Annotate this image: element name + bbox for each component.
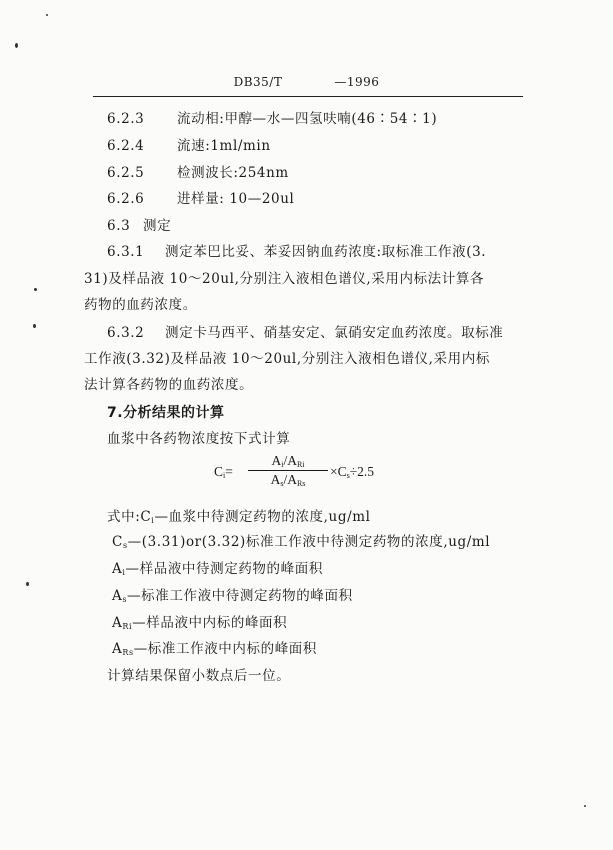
clause-6-3-2-line-1 bbox=[107, 324, 503, 342]
clause-text: 测定苯巴比妥、苯妥因钠血药浓度:取标准工作液(3. bbox=[165, 244, 487, 260]
clause-6-3-1-line-3: 药物的血药浓度。 bbox=[84, 297, 197, 313]
scan-speck bbox=[15, 43, 18, 48]
clause-number: 6.2.4 bbox=[107, 138, 145, 154]
clause-text: 测定 bbox=[143, 218, 172, 234]
clause-text: 进样量: 10—20ul bbox=[177, 191, 295, 207]
clause-text: 检测波长:254nm bbox=[177, 165, 289, 181]
formula-rhs: $\times C_s\div 2.5$ bbox=[330, 464, 375, 480]
clause-number: 6.3.1 bbox=[107, 244, 145, 260]
clause-number: 6.3 bbox=[107, 218, 131, 234]
header-rule bbox=[93, 96, 523, 97]
clause-text: 流速:1ml/min bbox=[177, 138, 271, 154]
clause-text: 测定卡马西平、硝基安定、氯硝安定血药浓度。取标准 bbox=[165, 325, 504, 341]
clause-6-3-1-line-1 bbox=[107, 243, 486, 261]
clause-6-2-3 bbox=[107, 110, 437, 128]
definition-ai: $A_i—$样品液中待测定药物的峰面积 bbox=[112, 561, 323, 577]
definition-cs: $C_s—(3.31)or(3.32)$标准工作液中待测定药物的浓度,ug/ml bbox=[112, 534, 491, 550]
standard-code: DB35/T bbox=[233, 75, 283, 89]
clause-number: 6.2.6 bbox=[107, 191, 145, 207]
clause-6-3-1-line-2: 31)及样品液 10～20ul,分别注入液相色谱仪,采用内标法计算各 bbox=[84, 271, 485, 287]
clause-6-3-2-line-2: 工作液(3.32)及样品液 10～20ul,分别注入液相色谱仪,采用内标 bbox=[84, 351, 490, 367]
page-header bbox=[0, 75, 613, 89]
clause-text: 流动相:甲醇—水—四氢呋喃(46∶54∶1) bbox=[177, 111, 438, 127]
clause-6-3 bbox=[107, 217, 171, 235]
formula-fraction bbox=[248, 453, 328, 488]
definition-ars: $A_{Rs}—$标准工作液中内标的峰面积 bbox=[112, 641, 318, 657]
clause-number: 6.3.2 bbox=[107, 325, 145, 341]
clause-6-2-5 bbox=[107, 164, 289, 182]
definition-as: $A_s—$标准工作液中待测定药物的峰面积 bbox=[112, 588, 353, 604]
formula-intro: 血浆中各药物浓度按下式计算 bbox=[107, 431, 291, 447]
definition-ari: $A_{Ri}—$样品液中内标的峰面积 bbox=[112, 615, 288, 631]
definition-ci: 式中$:C_i—$血浆中待测定药物的浓度,ug/ml bbox=[107, 509, 371, 525]
clause-number: 6.2.5 bbox=[107, 165, 145, 181]
rounding-note: 计算结果保留小数点后一位。 bbox=[107, 668, 291, 684]
clause-number: 6.2.3 bbox=[107, 111, 145, 127]
scan-speck bbox=[584, 805, 586, 807]
scan-speck bbox=[46, 14, 48, 16]
standard-year: —1996 bbox=[334, 75, 380, 89]
section-7-heading: 7.分析结果的计算 bbox=[107, 405, 225, 421]
clause-6-2-6 bbox=[107, 190, 294, 208]
clause-6-3-2-line-3: 法计算各药物的血药浓度。 bbox=[84, 377, 254, 393]
scan-speck bbox=[34, 288, 37, 291]
formula-denominator: $A_s/A_{Rs}$ bbox=[270, 472, 306, 488]
scan-speck bbox=[26, 582, 29, 586]
clause-6-2-4 bbox=[107, 137, 271, 155]
formula-lhs: $C_i=$ bbox=[214, 464, 233, 480]
fraction-bar bbox=[248, 470, 328, 471]
scan-speck bbox=[33, 324, 36, 328]
formula-numerator: $A_i/A_{Ri}$ bbox=[271, 453, 305, 469]
